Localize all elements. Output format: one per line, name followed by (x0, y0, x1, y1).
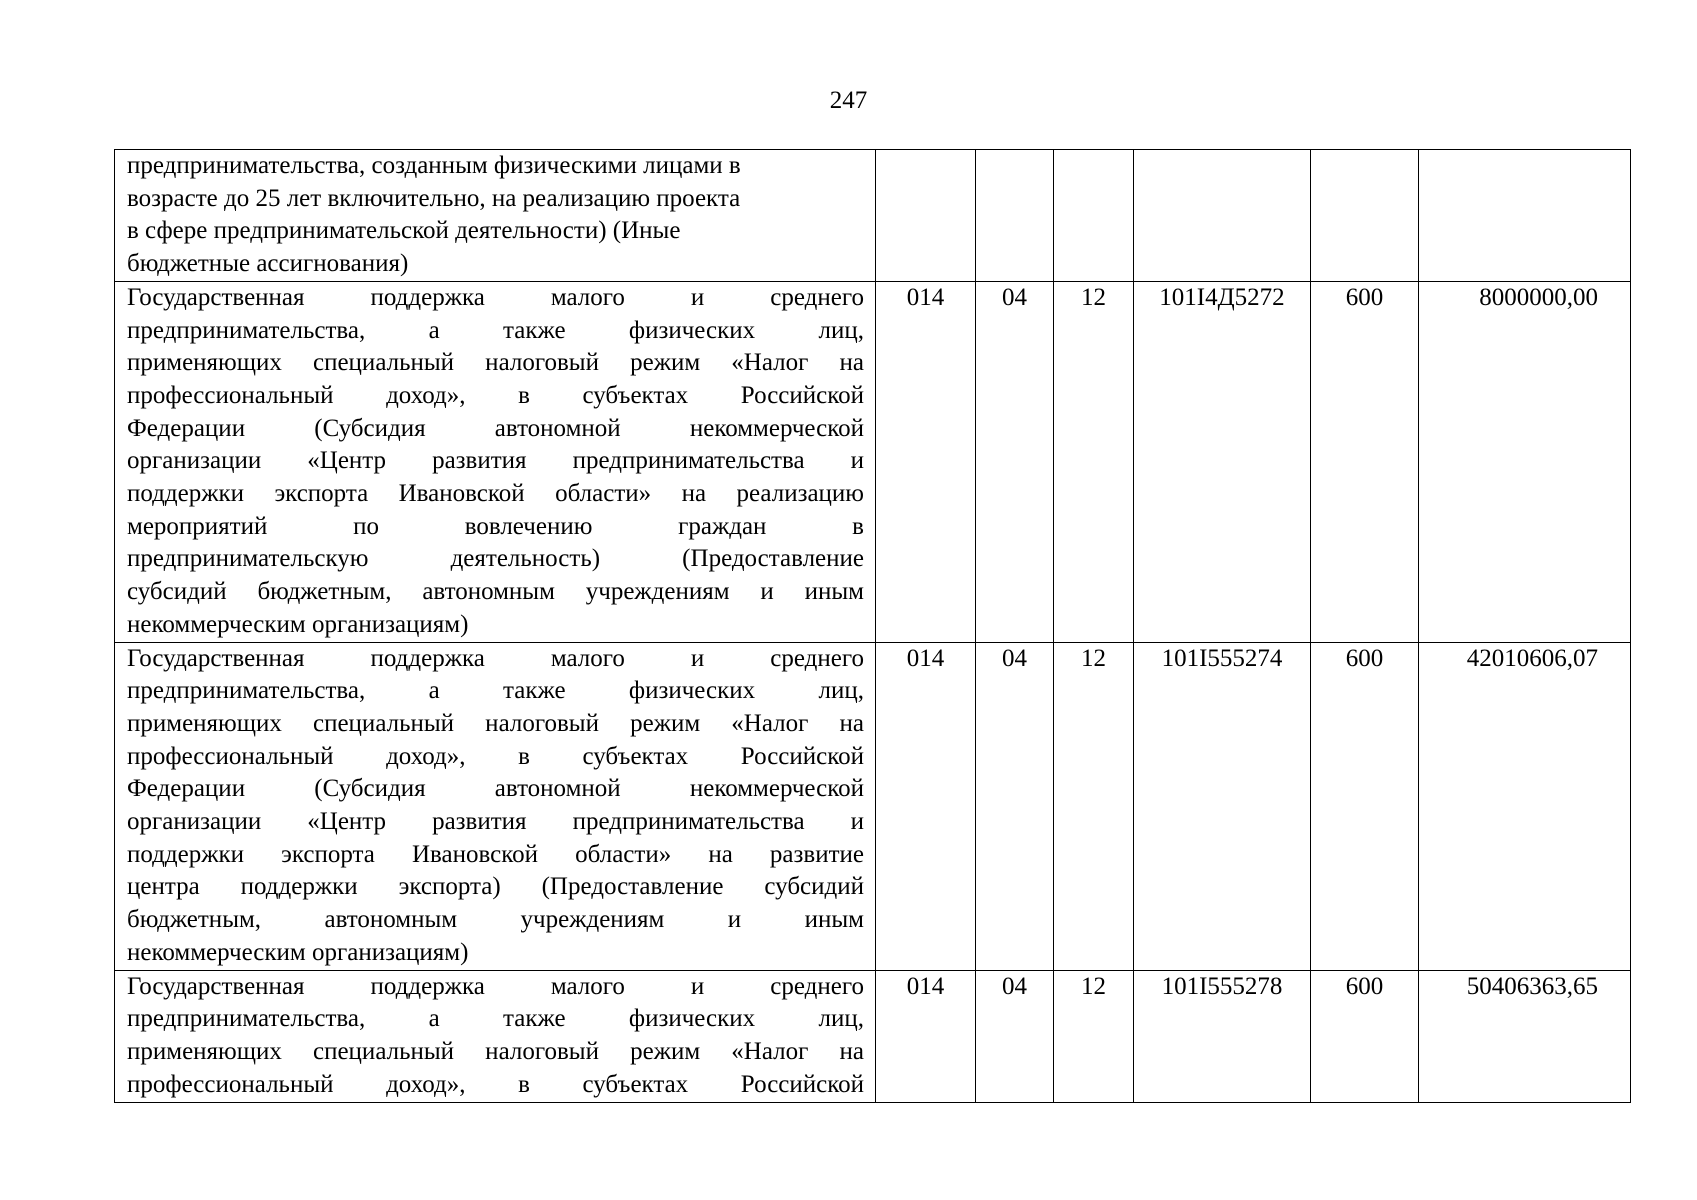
row-description (115, 281, 876, 642)
description-line: поддержки экспорта Ивановской области» на реализацию (127, 480, 864, 508)
description-line: бюджетные ассигнования) (127, 250, 409, 278)
description-line: субсидий бюджетным, автономным учреждениям и иным (127, 578, 864, 606)
expense-type-code: 600 (1311, 970, 1419, 1102)
amount: 8000000,00 (1419, 281, 1631, 642)
description-line: организации «Центр развития предпринимательства и (127, 447, 864, 475)
target-article-code (1134, 150, 1311, 282)
expense-type-code: 600 (1311, 642, 1419, 970)
ministry-code (876, 150, 976, 282)
description-line: некоммерческим организациям) (127, 938, 469, 966)
section-code (976, 150, 1054, 282)
expense-type-code: 600 (1311, 281, 1419, 642)
page-number: 247 (829, 87, 868, 114)
description-line: бюджетным, автономным учреждениям и иным (127, 906, 864, 934)
description-line: предпринимательства, а также физических лиц, (127, 1005, 864, 1033)
section-code: 04 (976, 281, 1054, 642)
table-row (115, 970, 1631, 1102)
ministry-code: 014 (876, 642, 976, 970)
description-line: Федерации (Субсидия автономной некоммерческой (127, 414, 864, 442)
table-row (115, 642, 1631, 970)
target-article-code: 101I555278 (1134, 970, 1311, 1102)
description-line: предпринимательства, а также физических лиц, (127, 316, 864, 344)
ministry-code: 014 (876, 970, 976, 1102)
description-line: мероприятий по вовлечению граждан в (127, 512, 864, 540)
description-line: предпринимательства, а также физических лиц, (127, 677, 864, 705)
budget-table (114, 149, 1631, 1103)
amount (1419, 150, 1631, 282)
description-line: некоммерческим организациям) (127, 610, 469, 638)
target-article-code: 101I555274 (1134, 642, 1311, 970)
amount: 42010606,07 (1419, 642, 1631, 970)
section-code: 04 (976, 642, 1054, 970)
amount: 50406363,65 (1419, 970, 1631, 1102)
description-line: поддержки экспорта Ивановской области» на развитие (127, 840, 864, 868)
description-line: профессиональный доход», в субъектах Российской (127, 742, 864, 770)
expense-type-code (1311, 150, 1419, 282)
subsection-code: 12 (1054, 970, 1134, 1102)
description-line: предпринимательства, созданным физическими лицами в (127, 152, 741, 179)
subsection-code: 12 (1054, 642, 1134, 970)
description-line: Государственная поддержка малого и среднего (127, 972, 864, 1000)
description-line: Государственная поддержка малого и среднего (127, 644, 864, 672)
table-row (115, 281, 1631, 642)
section-code: 04 (976, 970, 1054, 1102)
row-description (115, 150, 876, 282)
description-line: возрасте до 25 лет включительно, на реализацию проекта (127, 184, 741, 212)
ministry-code: 014 (876, 281, 976, 642)
description-line: Государственная поддержка малого и среднего (127, 283, 864, 311)
row-description (115, 642, 876, 970)
description-line: организации «Центр развития предпринимательства и (127, 808, 864, 836)
description-line: применяющих специальный налоговый режим «Налог на (127, 709, 864, 737)
table-row (115, 150, 1631, 282)
subsection-code (1054, 150, 1134, 282)
row-description (115, 970, 876, 1102)
target-article-code: 101I4Д5272 (1134, 281, 1311, 642)
description-line: профессиональный доход», в субъектах Российской (127, 381, 864, 409)
description-line: применяющих специальный налоговый режим «Налог на (127, 349, 864, 377)
description-line: предпринимательскую деятельность) (Предоставление (127, 545, 864, 573)
description-line: профессиональный доход», в субъектах Российской (127, 1070, 864, 1098)
description-line: в сфере предпринимательской деятельности) (Иные (127, 217, 681, 245)
description-line: Федерации (Субсидия автономной некоммерческой (127, 775, 864, 803)
subsection-code: 12 (1054, 281, 1134, 642)
description-line: применяющих специальный налоговый режим «Налог на (127, 1037, 864, 1065)
description-line: центра поддержки экспорта) (Предоставление субсидий (127, 873, 864, 901)
